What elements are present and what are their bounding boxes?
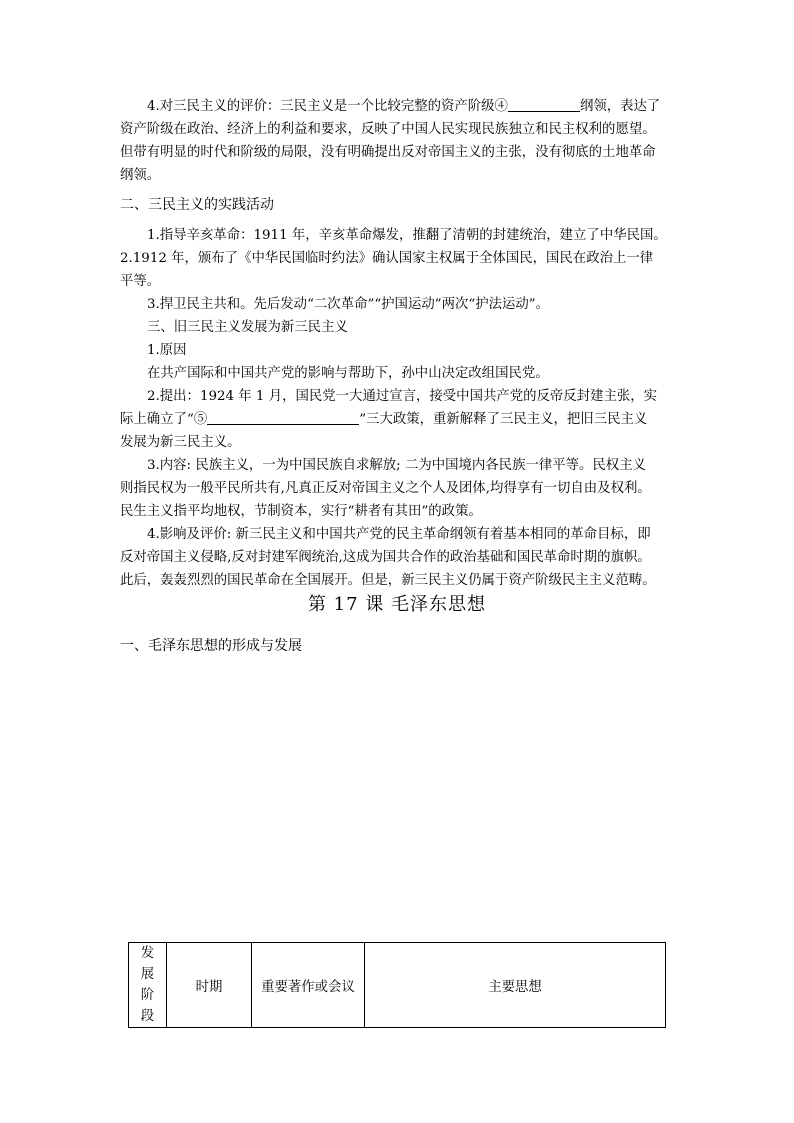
section-heading-practice: 二、三民主义的实践活动 bbox=[120, 197, 274, 213]
practice-item-1: 1.指导辛亥革命：1911 年，辛亥革命爆发，推翻了清朝的封建统治，建立了中华民国。 bbox=[147, 228, 667, 243]
section-heading-new-principles: 三、旧三民主义发展为新三民主义 bbox=[147, 320, 348, 335]
content-line1: 3.内容: 民族主义，一为中国民族自求解放; 二为中国境内各民族一律平等。民权主义 bbox=[147, 458, 646, 473]
section-heading-formation: 一、毛泽东思想的形成与发展 bbox=[120, 638, 302, 654]
cause-label: 1.原因 bbox=[147, 343, 187, 358]
evaluation-paragraph-line1 bbox=[147, 95, 680, 119]
lesson-title: 第 17 课 毛泽东思想 bbox=[307, 594, 487, 615]
table-header-row bbox=[129, 943, 666, 1028]
development-table bbox=[128, 942, 666, 1028]
text: ”三大政策，重新解释了三民主义，把旧三民主义 bbox=[359, 412, 648, 427]
cause-text: 在共产国际和中国共产党的影响与帮助下，孙中山决定改组国民党。 bbox=[147, 366, 549, 381]
practice-item-2-line1: 2.1912 年，颁布了《中华民国临时约法》确认国家主权属于全体国民，国民在政治上一律 bbox=[120, 251, 654, 266]
text: 阶 bbox=[140, 988, 155, 1003]
text: 4.对三民主义的评价：三民主义是一个比较完整的资产阶级④ bbox=[147, 99, 508, 114]
text: 发 bbox=[140, 946, 155, 961]
header-period: 时期 bbox=[167, 943, 252, 1028]
evaluation-paragraph-line2: 资产阶级在政治、经济上的利益和要求，反映了中国人民实现民族独立和民主权利的愿望。 bbox=[120, 122, 656, 137]
text: 段 bbox=[140, 1009, 155, 1024]
propose-line3: 发展为新三民主义。 bbox=[120, 435, 241, 450]
answer-blank-4[interactable] bbox=[508, 97, 580, 112]
impact-line2: 反对帝国主义侵略,反对封建军阀统治,这成为国共合作的政治基础和国民革命时期的旗帜。 bbox=[120, 550, 651, 565]
answer-blank-5[interactable] bbox=[207, 410, 359, 425]
header-stage bbox=[129, 943, 167, 1028]
impact-line3: 此后，轰轰烈烈的国民革命在全国展开。但是，新三民主义仍属于资产阶级民主主义范畴。 bbox=[120, 573, 656, 588]
header-works: 重要著作或会议 bbox=[252, 943, 365, 1028]
text: 展 bbox=[140, 967, 155, 982]
content-line3: 民生主义指平均地权，节制资本，实行“耕者有其田”的政策。 bbox=[120, 504, 482, 519]
header-thought: 主要思想 bbox=[365, 943, 666, 1028]
evaluation-paragraph-line3: 但带有明显的时代和阶级的局限，没有明确提出反对帝国主义的主张，没有彻底的土地革命 bbox=[120, 145, 656, 160]
text: 际上确立了“⑤ bbox=[120, 412, 208, 427]
propose-line1: 2.提出：1924 年 1 月，国民党一大通过宣言，接受中国共产党的反帝反封建主张，实 bbox=[147, 389, 658, 404]
practice-item-2-line2: 平等。 bbox=[120, 274, 161, 289]
impact-line1: 4.影响及评价: 新三民主义和中国共产党的民主革命纲领有着基本相同的革命目标，即 bbox=[147, 527, 651, 542]
content-line2: 则指民权为一般平民所共有,凡真正反对帝国主义之个人及团体,均得享有一切自由及权利。 bbox=[120, 481, 651, 496]
practice-item-3: 3.捍卫民主共和。先后发动“二次革命”“护国运动”两次“护法运动”。 bbox=[147, 297, 550, 312]
text: 纲领，表达了 bbox=[579, 99, 661, 114]
evaluation-paragraph-line4: 纲领。 bbox=[120, 168, 161, 183]
propose-line2 bbox=[120, 408, 680, 432]
